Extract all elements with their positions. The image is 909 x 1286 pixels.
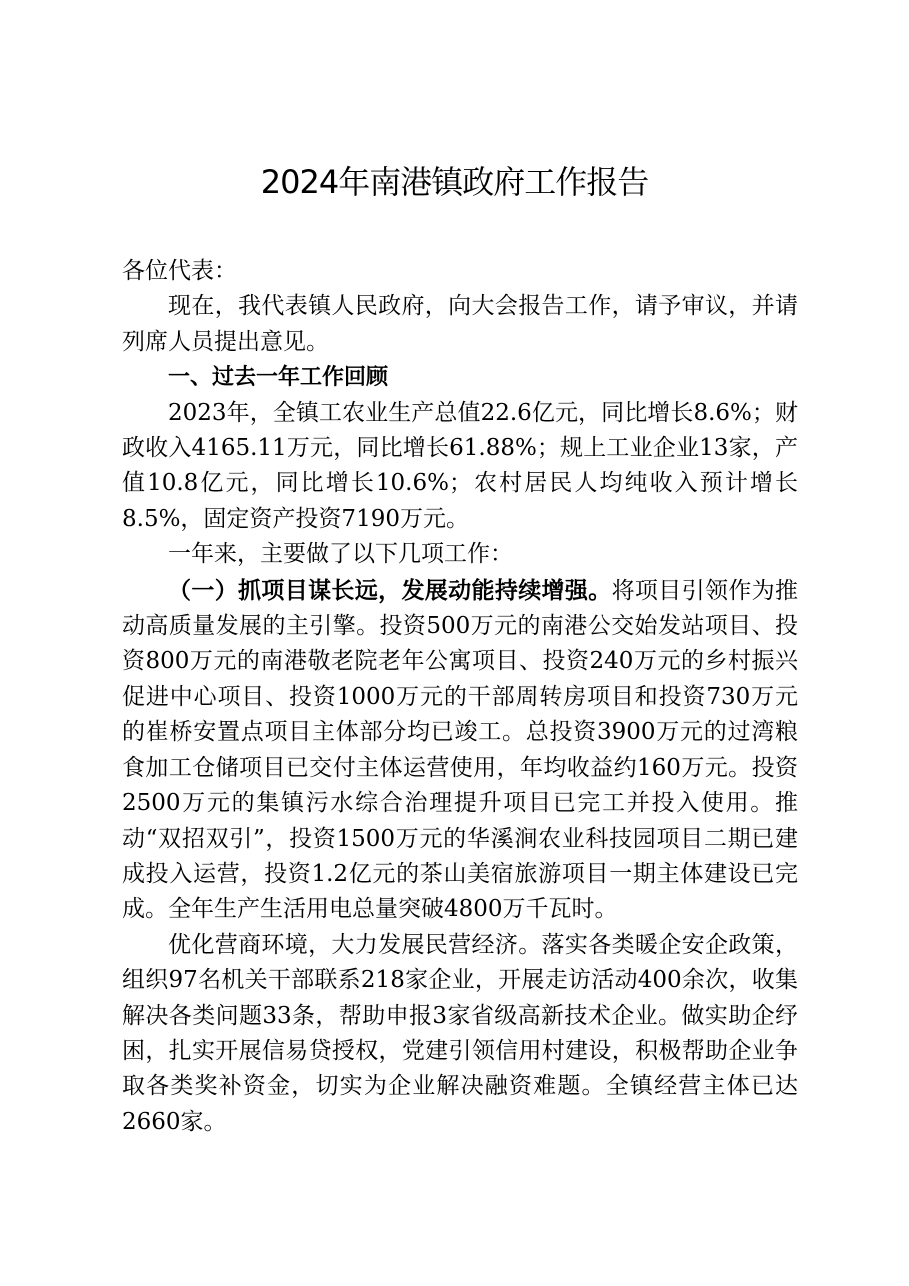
salutation: 各位代表： xyxy=(122,258,237,284)
item1-lead: （一）抓项目谋长远，发展动能持续增强。 xyxy=(168,576,612,604)
business-environment-paragraph: 优化营商环境，大力发展民营经济。落实各类暖企安企政策，组织97名机关干部联系218家企业，开展走访活动400余次，收集解决各类问题33条，帮助申报3家省级高新技术企业。做实助企纾困，扎实开展信易贷授权，党建引领信用村建设，积极帮助企业争取各类奖补资金，切实为企业解决融资难题。全镇经营主体已达2660家。 xyxy=(122,931,798,1135)
section-heading: 一、过去一年工作回顾 xyxy=(168,365,389,391)
document-body xyxy=(122,254,798,1140)
item1-body: 将项目引领作为推动高质量发展的主引擎。投资500万元的南港公交始发站项目、投资800万元的南港敬老院老年公寓项目、投资240万元的乡村振兴促进中心项目、投资1000万元的干部周转房项目和投资730万元的崔桥安置点项目主体部分均已竣工。总投资3900万元的过湾粮食加工仓储项目已交付主体运营使用，年均收益约160万元。投资2500万元的集镇污水综合治理提升项目已完工并投入使用。推动“双招双引”，投资1500万元的华溪涧农业科技园项目二期已建成投入运营，投资1.2亿元的茶山美宿旅游项目一期主体建设已完成。全年生产生活用电总量突破4800万千瓦时。 xyxy=(122,577,799,923)
intro-paragraph: 现在，我代表镇人民政府，向大会报告工作，请予审议，并请列席人员提出意见。 xyxy=(122,293,798,355)
item1-paragraph xyxy=(122,573,798,928)
document-title: 2024年南港镇政府工作报告 xyxy=(260,163,649,201)
work-intro-paragraph: 一年来，主要做了以下几项工作： xyxy=(168,541,513,568)
summary-paragraph: 2023年，全镇工农业生产总值22.6亿元，同比增长8.6%；财政收入4165.11万元，同比增长61.88%；规上工业企业13家，产值10.8亿元，同比增长10.6%；农村居民人均纯收入预计增长8.5%，固定资产投资7190万元。 xyxy=(122,399,798,532)
